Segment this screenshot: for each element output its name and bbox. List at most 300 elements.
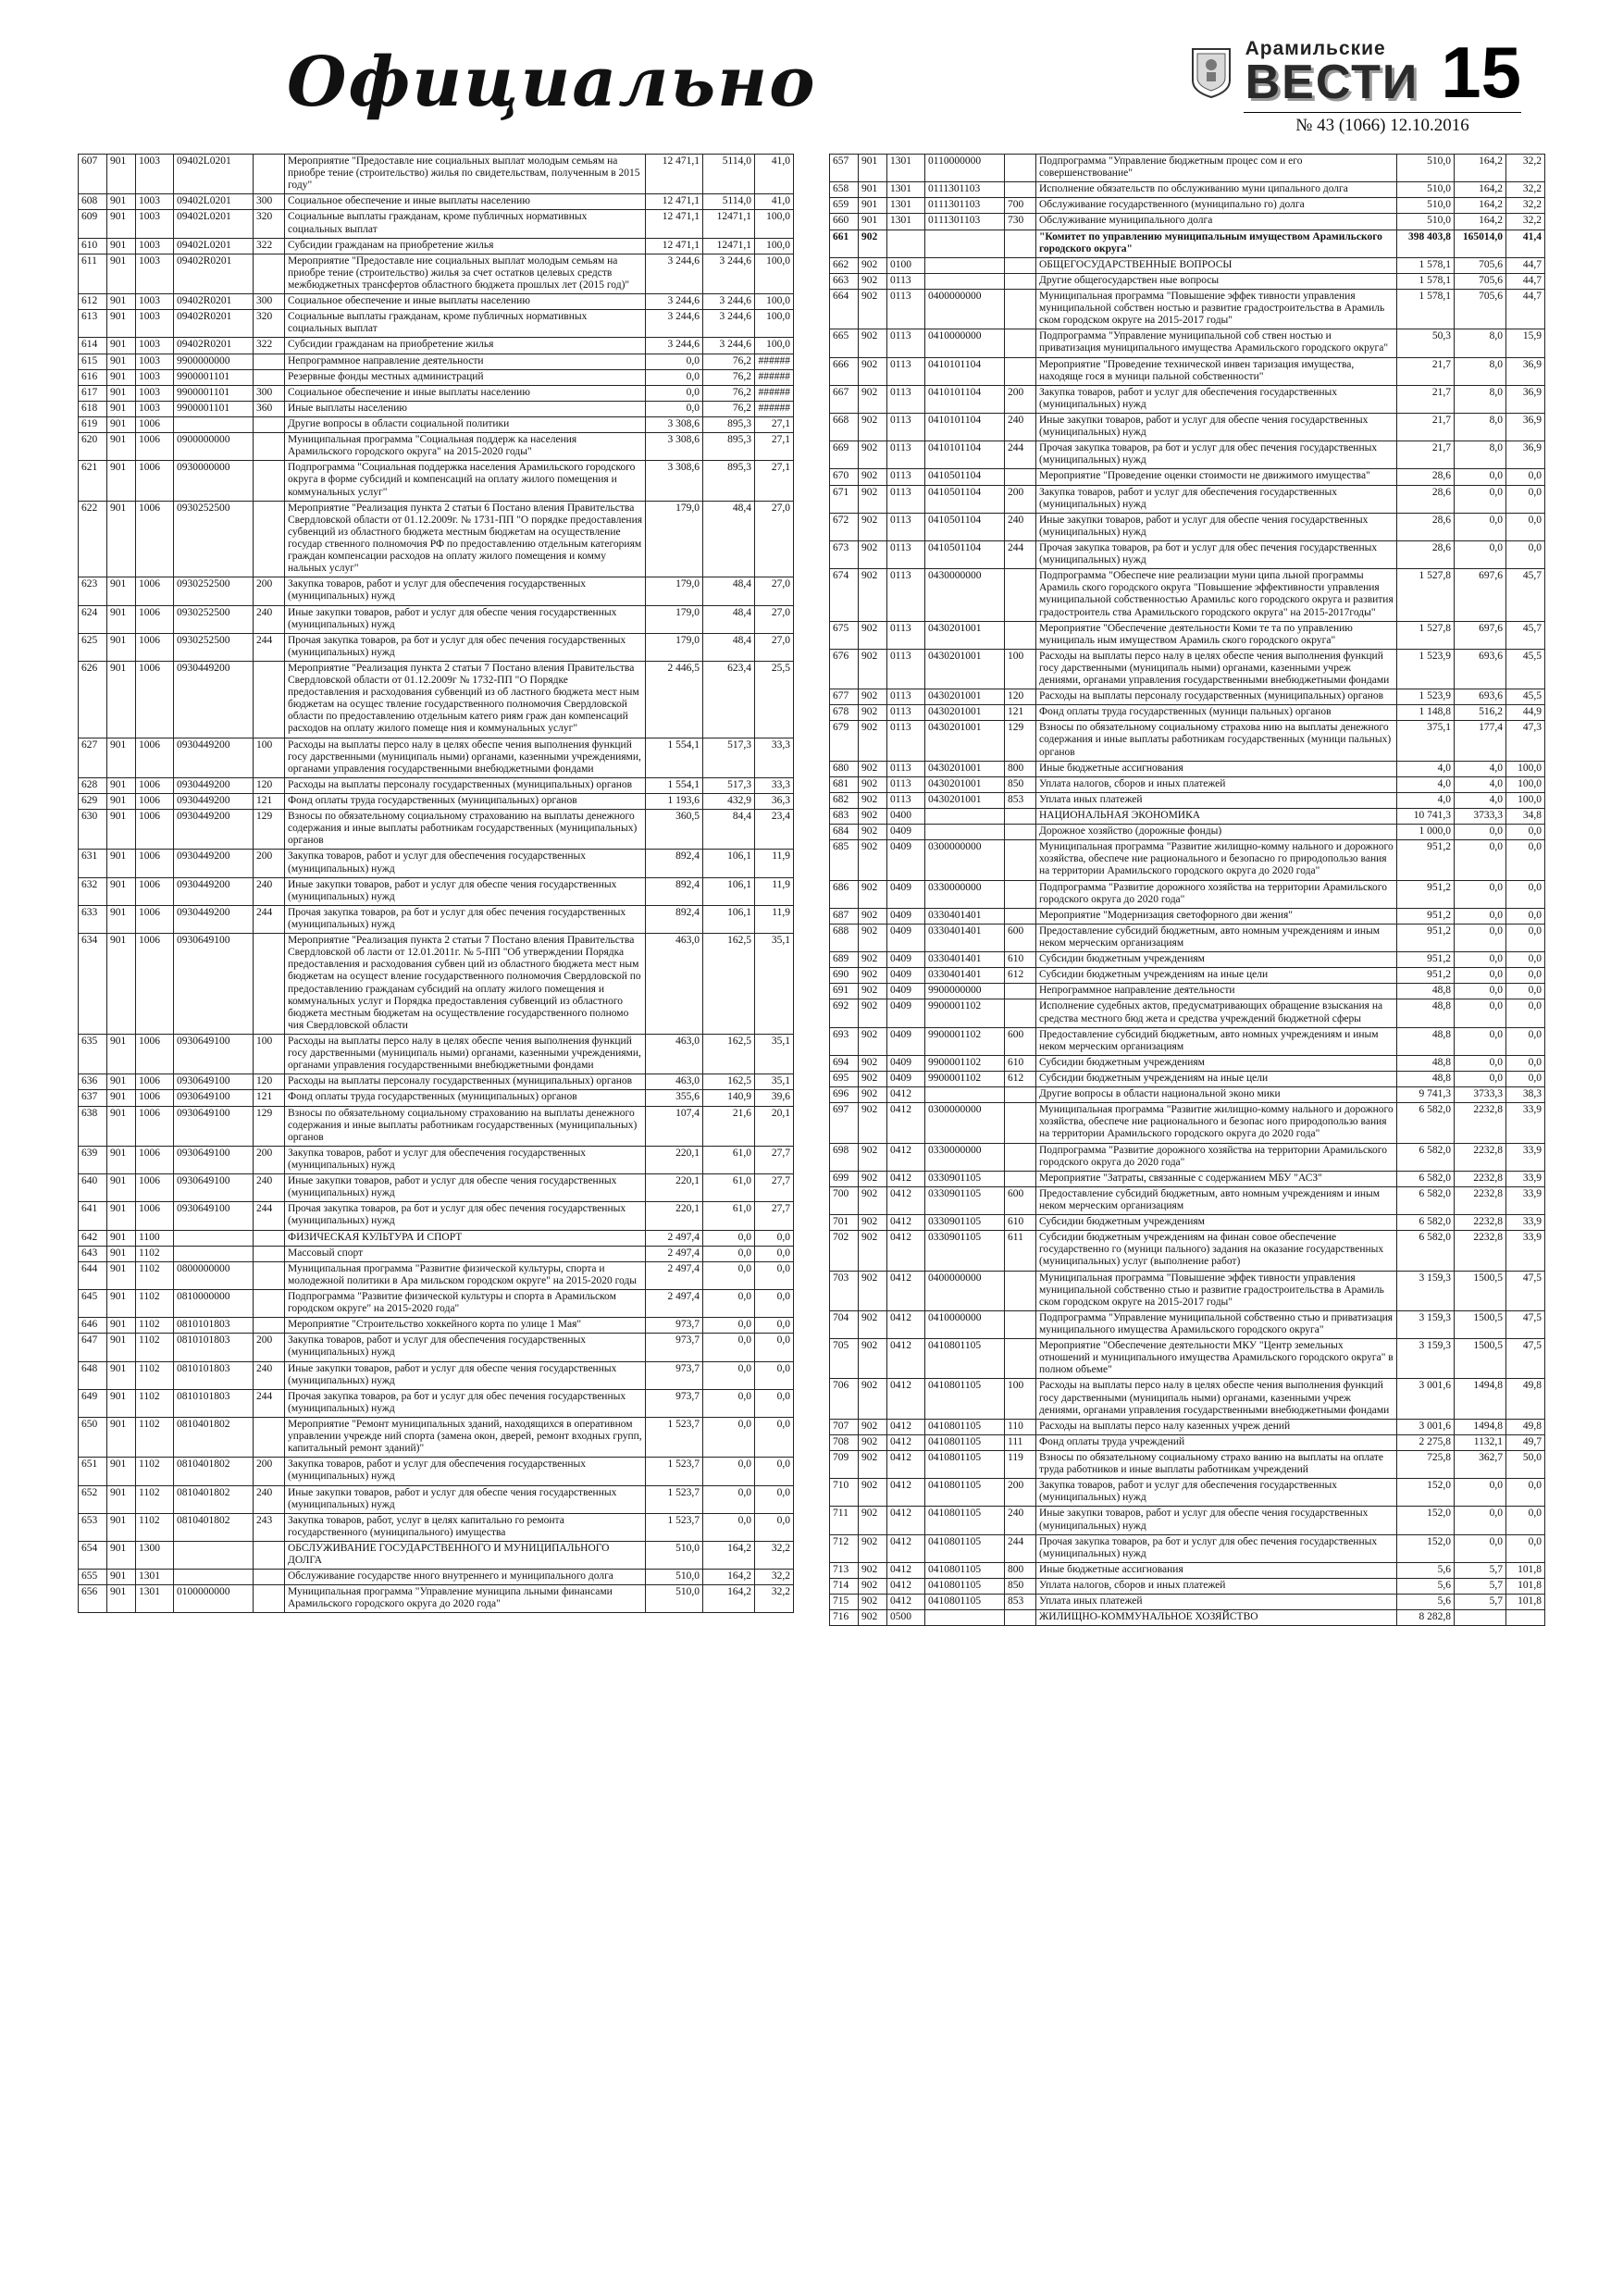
cell-name: Обслуживание государственного (муниципально го) долга bbox=[1036, 198, 1397, 214]
cell-target-article: 0110000000 bbox=[925, 155, 1005, 182]
cell-section-code: 1102 bbox=[136, 1334, 174, 1361]
cell-grbs-code: 902 bbox=[859, 999, 887, 1027]
cell-plan-value: 0,0 bbox=[646, 401, 703, 416]
cell-row-number: 662 bbox=[830, 257, 859, 273]
cell-row-number: 625 bbox=[79, 633, 107, 661]
cell-expense-type bbox=[254, 416, 285, 432]
cell-percent-value: 45,7 bbox=[1506, 621, 1545, 649]
cell-row-number: 644 bbox=[79, 1261, 107, 1289]
cell-row-number: 642 bbox=[79, 1230, 107, 1246]
table-row bbox=[830, 776, 1545, 792]
cell-name: Закупка товаров, работ и услуг для обеспечения государственных (муниципальных) нужд bbox=[285, 1146, 646, 1173]
cell-percent-value: 45,7 bbox=[1506, 569, 1545, 621]
cell-section-code: 1006 bbox=[136, 1174, 174, 1202]
cell-target-article bbox=[925, 809, 1005, 825]
cell-grbs-code: 901 bbox=[107, 1035, 136, 1074]
table-row bbox=[830, 257, 1545, 273]
cell-section-code: 1006 bbox=[136, 738, 174, 777]
cell-fact-value: 362,7 bbox=[1455, 1450, 1506, 1478]
cell-name: Прочая закупка товаров, ра бот и услуг для обес печения государственных (муниципальных) нужд bbox=[1036, 1534, 1397, 1562]
cell-expense-type: 611 bbox=[1005, 1231, 1036, 1271]
cell-section-code: 1301 bbox=[136, 1570, 174, 1585]
cell-percent-value: 100,0 bbox=[755, 294, 794, 310]
cell-percent-value: 100,0 bbox=[1506, 792, 1545, 808]
cell-target-article: 0930649100 bbox=[174, 1035, 254, 1074]
cell-percent-value: 33,3 bbox=[755, 777, 794, 793]
cell-row-number: 697 bbox=[830, 1103, 859, 1143]
cell-name: Уплата налогов, сборов и иных платежей bbox=[1036, 1578, 1397, 1594]
cell-row-number: 707 bbox=[830, 1419, 859, 1434]
cell-expense-type bbox=[1005, 1310, 1036, 1338]
cell-target-article: 0930252500 bbox=[174, 501, 254, 577]
cell-row-number: 666 bbox=[830, 357, 859, 385]
cell-fact-value: 8,0 bbox=[1455, 357, 1506, 385]
cell-section-code: 1003 bbox=[136, 238, 174, 254]
cell-target-article: 0930649100 bbox=[174, 934, 254, 1035]
cell-fact-value: 76,2 bbox=[703, 401, 755, 416]
cell-name: ФИЗИЧЕСКАЯ КУЛЬТУРА И СПОРТ bbox=[285, 1230, 646, 1246]
cell-plan-value: 10 741,3 bbox=[1397, 809, 1455, 825]
table-row bbox=[830, 1215, 1545, 1231]
cell-target-article: 0330901105 bbox=[925, 1171, 1005, 1186]
cell-fact-value: 8,0 bbox=[1455, 441, 1506, 469]
cell-section-code: 0412 bbox=[887, 1534, 925, 1562]
cell-name: Подпрограмма "Развитие физической культуры и спорта в Арамильском городском округе" на 2015-2020 года" bbox=[285, 1289, 646, 1317]
cell-section-code: 1006 bbox=[136, 777, 174, 793]
cell-target-article: 09402R0201 bbox=[174, 338, 254, 354]
table-row bbox=[830, 809, 1545, 825]
cell-row-number: 631 bbox=[79, 850, 107, 877]
table-row bbox=[79, 369, 794, 385]
table-row bbox=[79, 905, 794, 933]
cell-row-number: 660 bbox=[830, 214, 859, 230]
table-row bbox=[830, 1379, 1545, 1419]
cell-section-code: 0113 bbox=[887, 621, 925, 649]
cell-section-code: 1102 bbox=[136, 1318, 174, 1334]
cell-expense-type: 240 bbox=[254, 1361, 285, 1389]
table-row bbox=[830, 721, 1545, 761]
cell-name: Муниципальная программа "Развитие физической культуры, спорта и молодежной политики в Ара мильском городском округе" на 2015-2020 годы bbox=[285, 1261, 646, 1289]
cell-section-code: 0113 bbox=[887, 441, 925, 469]
cell-percent-value: 44,7 bbox=[1506, 273, 1545, 289]
cell-grbs-code: 901 bbox=[107, 1261, 136, 1289]
cell-name: Закупка товаров, работ и услуг для обеспечения государственных (муниципальных) нужд bbox=[1036, 1479, 1397, 1507]
cell-row-number: 672 bbox=[830, 513, 859, 540]
cell-fact-value: 162,5 bbox=[703, 934, 755, 1035]
cell-plan-value: 28,6 bbox=[1397, 513, 1455, 540]
cell-plan-value: 1 527,8 bbox=[1397, 569, 1455, 621]
cell-expense-type: 244 bbox=[1005, 540, 1036, 568]
cell-fact-value: 0,0 bbox=[1455, 1027, 1506, 1055]
table-row bbox=[79, 1174, 794, 1202]
cell-fact-value: 48,4 bbox=[703, 633, 755, 661]
cell-row-number: 638 bbox=[79, 1106, 107, 1146]
cell-target-article: 9900001102 bbox=[925, 1027, 1005, 1055]
cell-name: Прочая закупка товаров, ра бот и услуг для обес печения государственных (муниципальных) нужд bbox=[285, 1202, 646, 1230]
table-row bbox=[79, 1570, 794, 1585]
cell-plan-value: 12 471,1 bbox=[646, 194, 703, 210]
table-row bbox=[830, 1027, 1545, 1055]
page-title: Официально bbox=[287, 43, 817, 122]
cell-percent-value: 0,0 bbox=[1506, 984, 1545, 999]
cell-row-number: 709 bbox=[830, 1450, 859, 1478]
cell-name: Муниципальная программа "Повышение эффек тивности управления муниципальной собственно стью и развитие градостроительства в Арамиль ском городском округе на 2015-2017 годы" bbox=[1036, 1271, 1397, 1310]
cell-expense-type: 360 bbox=[254, 401, 285, 416]
cell-fact-value: 4,0 bbox=[1455, 776, 1506, 792]
cell-grbs-code: 902 bbox=[859, 1450, 887, 1478]
cell-target-article: 0930000000 bbox=[174, 461, 254, 501]
cell-expense-type: 240 bbox=[1005, 1507, 1036, 1534]
table-row bbox=[830, 513, 1545, 540]
cell-row-number: 643 bbox=[79, 1246, 107, 1261]
cell-fact-value: 623,4 bbox=[703, 661, 755, 738]
cell-fact-value: 895,3 bbox=[703, 416, 755, 432]
cell-fact-value: 164,2 bbox=[1455, 198, 1506, 214]
cell-expense-type bbox=[1005, 840, 1036, 880]
cell-plan-value: 951,2 bbox=[1397, 968, 1455, 984]
cell-name: Закупка товаров, работ и услуг для обеспечения государственных (муниципальных) нужд bbox=[285, 1458, 646, 1485]
cell-target-article: 0410801105 bbox=[925, 1534, 1005, 1562]
cell-grbs-code: 902 bbox=[859, 441, 887, 469]
cell-name: Иные закупки товаров, работ и услуг для обеспе чения государственных (муниципальных) нужд bbox=[1036, 413, 1397, 441]
cell-section-code: 0412 bbox=[887, 1507, 925, 1534]
cell-section-code: 0113 bbox=[887, 513, 925, 540]
cell-grbs-code: 901 bbox=[107, 1246, 136, 1261]
cell-section-code: 1301 bbox=[887, 155, 925, 182]
cell-target-article: 09402L0201 bbox=[174, 155, 254, 194]
cell-expense-type: 200 bbox=[254, 1458, 285, 1485]
cell-name: Иные бюджетные ассигнования bbox=[1036, 761, 1397, 776]
cell-target-article: 0430201001 bbox=[925, 721, 1005, 761]
cell-section-code: 0113 bbox=[887, 289, 925, 329]
cell-plan-value: 28,6 bbox=[1397, 540, 1455, 568]
cell-name: Подпрограмма "Развитие дорожного хозяйства на территории Арамильского городского округа до 2020 года" bbox=[1036, 880, 1397, 908]
table-row bbox=[830, 908, 1545, 924]
cell-row-number: 620 bbox=[79, 433, 107, 461]
cell-grbs-code: 902 bbox=[859, 908, 887, 924]
cell-fact-value: 2232,8 bbox=[1455, 1231, 1506, 1271]
cell-section-code: 1003 bbox=[136, 338, 174, 354]
cell-target-article bbox=[174, 1230, 254, 1246]
cell-percent-value: 36,9 bbox=[1506, 385, 1545, 413]
cell-grbs-code: 901 bbox=[107, 1585, 136, 1613]
cell-grbs-code: 902 bbox=[859, 329, 887, 357]
cell-percent-value: 25,5 bbox=[755, 661, 794, 738]
table-row bbox=[830, 1339, 1545, 1379]
cell-fact-value: 0,0 bbox=[1455, 952, 1506, 968]
cell-expense-type bbox=[1005, 329, 1036, 357]
cell-section-code: 1006 bbox=[136, 605, 174, 633]
cell-row-number: 670 bbox=[830, 469, 859, 485]
cell-expense-type bbox=[1005, 289, 1036, 329]
cell-fact-value bbox=[1455, 1610, 1506, 1626]
cell-name: Мероприятие "Реализация пункта 2 статьи 7 Постано вления Правительства Свердловской об ласти от 12.01.2011г. № 5-ПП "Об утверждении Порядка предоставления и расходования субвен ций из областного бюджета мест ным бюджетам на осущест вление государственного полномочия Свердловской по предоставлению гражданам субсидий на оплату жилого помещения и коммунальных услуг и Порядка предоставления субвенций из областного бюджета местным бюджетам на осуществление государственного полномо чия Свердловской области bbox=[285, 934, 646, 1035]
cell-target-article bbox=[174, 1541, 254, 1569]
right-column bbox=[829, 154, 1545, 1626]
cell-target-article: 0100000000 bbox=[174, 1585, 254, 1613]
cell-expense-type: 700 bbox=[1005, 198, 1036, 214]
cell-percent-value: 33,9 bbox=[1506, 1171, 1545, 1186]
cell-name: Уплата иных платежей bbox=[1036, 792, 1397, 808]
cell-fact-value: 76,2 bbox=[703, 354, 755, 369]
cell-target-article: 0930252500 bbox=[174, 633, 254, 661]
cell-row-number: 608 bbox=[79, 194, 107, 210]
cell-section-code: 0412 bbox=[887, 1143, 925, 1171]
table-row bbox=[79, 294, 794, 310]
cell-plan-value: 6 582,0 bbox=[1397, 1215, 1455, 1231]
cell-row-number: 667 bbox=[830, 385, 859, 413]
cell-plan-value: 21,7 bbox=[1397, 385, 1455, 413]
cell-name: Массовый спорт bbox=[285, 1246, 646, 1261]
cell-name: Субсидии бюджетным учреждениям bbox=[1036, 952, 1397, 968]
table-row bbox=[79, 1541, 794, 1569]
cell-plan-value: 973,7 bbox=[646, 1361, 703, 1389]
cell-percent-value: 0,0 bbox=[1506, 924, 1545, 951]
cell-fact-value: 164,2 bbox=[1455, 155, 1506, 182]
cell-target-article: 0410801105 bbox=[925, 1450, 1005, 1478]
cell-expense-type: 200 bbox=[254, 1146, 285, 1173]
cell-target-article bbox=[925, 1087, 1005, 1103]
cell-percent-value: 32,2 bbox=[1506, 155, 1545, 182]
table-row bbox=[79, 1106, 794, 1146]
cell-target-article: 0410801105 bbox=[925, 1595, 1005, 1610]
cell-row-number: 691 bbox=[830, 984, 859, 999]
cell-percent-value: 27,1 bbox=[755, 416, 794, 432]
cell-fact-value: 0,0 bbox=[703, 1389, 755, 1417]
cell-expense-type bbox=[254, 661, 285, 738]
cell-fact-value: 0,0 bbox=[703, 1289, 755, 1317]
cell-grbs-code: 901 bbox=[107, 369, 136, 385]
cell-expense-type bbox=[1005, 621, 1036, 649]
cell-fact-value: 0,0 bbox=[1455, 968, 1506, 984]
cell-plan-value: 510,0 bbox=[646, 1570, 703, 1585]
table-row bbox=[79, 605, 794, 633]
cell-grbs-code: 901 bbox=[859, 182, 887, 198]
cell-name: Фонд оплаты труда государственных (муниципальных) органов bbox=[285, 1090, 646, 1106]
cell-section-code: 1102 bbox=[136, 1261, 174, 1289]
cell-fact-value: 2232,8 bbox=[1455, 1186, 1506, 1214]
cell-row-number: 645 bbox=[79, 1289, 107, 1317]
cell-fact-value: 2232,8 bbox=[1455, 1103, 1506, 1143]
cell-percent-value: 0,0 bbox=[1506, 513, 1545, 540]
cell-target-article: 09402R0201 bbox=[174, 310, 254, 338]
cell-fact-value: 697,6 bbox=[1455, 621, 1506, 649]
cell-expense-type: 600 bbox=[1005, 1027, 1036, 1055]
cell-section-code: 0113 bbox=[887, 485, 925, 513]
cell-fact-value: 61,0 bbox=[703, 1146, 755, 1173]
coat-of-arms-icon bbox=[1190, 46, 1233, 100]
cell-target-article: 0930449200 bbox=[174, 810, 254, 850]
cell-section-code bbox=[887, 230, 925, 257]
cell-section-code: 0113 bbox=[887, 329, 925, 357]
cell-section-code: 0409 bbox=[887, 968, 925, 984]
cell-fact-value: 1500,5 bbox=[1455, 1271, 1506, 1310]
cell-expense-type: 300 bbox=[254, 194, 285, 210]
table-row bbox=[830, 1595, 1545, 1610]
cell-section-code: 1102 bbox=[136, 1417, 174, 1457]
cell-percent-value: 32,2 bbox=[1506, 182, 1545, 198]
cell-row-number: 628 bbox=[79, 777, 107, 793]
cell-name: Социальное обеспечение и иные выплаты населению bbox=[285, 194, 646, 210]
cell-section-code: 1006 bbox=[136, 433, 174, 461]
cell-name: Иные закупки товаров, работ и услуг для обеспе чения государственных (муниципальных) нужд bbox=[285, 1174, 646, 1202]
cell-grbs-code: 901 bbox=[107, 633, 136, 661]
cell-plan-value: 951,2 bbox=[1397, 840, 1455, 880]
cell-row-number: 706 bbox=[830, 1379, 859, 1419]
cell-target-article: 9900001102 bbox=[925, 1072, 1005, 1087]
cell-section-code: 1003 bbox=[136, 210, 174, 238]
cell-fact-value: 0,0 bbox=[703, 1230, 755, 1246]
cell-grbs-code: 901 bbox=[107, 1513, 136, 1541]
table-row bbox=[79, 433, 794, 461]
cell-section-code: 0409 bbox=[887, 908, 925, 924]
cell-expense-type: 121 bbox=[1005, 705, 1036, 721]
cell-target-article: 0400000000 bbox=[925, 1271, 1005, 1310]
cell-percent-value: 11,9 bbox=[755, 877, 794, 905]
cell-fact-value: 140,9 bbox=[703, 1090, 755, 1106]
cell-fact-value: 0,0 bbox=[703, 1417, 755, 1457]
cell-plan-value: 360,5 bbox=[646, 810, 703, 850]
cell-fact-value: 705,6 bbox=[1455, 257, 1506, 273]
cell-plan-value: 5,6 bbox=[1397, 1578, 1455, 1594]
cell-grbs-code: 902 bbox=[859, 413, 887, 441]
cell-target-article: 0930449200 bbox=[174, 877, 254, 905]
cell-target-article: 0430201001 bbox=[925, 689, 1005, 705]
cell-grbs-code: 901 bbox=[859, 214, 887, 230]
cell-percent-value: 35,1 bbox=[755, 1074, 794, 1090]
cell-grbs-code: 901 bbox=[107, 1106, 136, 1146]
cell-fact-value: 517,3 bbox=[703, 777, 755, 793]
cell-target-article bbox=[925, 825, 1005, 840]
cell-row-number: 716 bbox=[830, 1610, 859, 1626]
cell-target-article: 0410501104 bbox=[925, 469, 1005, 485]
cell-fact-value: 0,0 bbox=[703, 1513, 755, 1541]
cell-plan-value: 0,0 bbox=[646, 369, 703, 385]
cell-row-number: 659 bbox=[830, 198, 859, 214]
cell-expense-type: 100 bbox=[1005, 649, 1036, 689]
cell-target-article: 0930649100 bbox=[174, 1090, 254, 1106]
table-row bbox=[79, 850, 794, 877]
table-row bbox=[79, 1090, 794, 1106]
cell-name: Субсидии бюджетным учреждениям bbox=[1036, 1215, 1397, 1231]
cell-plan-value: 179,0 bbox=[646, 577, 703, 605]
cell-target-article: 0330901105 bbox=[925, 1231, 1005, 1271]
cell-target-article: 0930649100 bbox=[174, 1146, 254, 1173]
cell-target-article: 0930649100 bbox=[174, 1174, 254, 1202]
cell-name: Мероприятие "Затраты, связанные с содержанием МБУ "АСЗ" bbox=[1036, 1171, 1397, 1186]
cell-fact-value: 12471,1 bbox=[703, 238, 755, 254]
cell-fact-value: 5,7 bbox=[1455, 1562, 1506, 1578]
cell-name: Субсидии гражданам на приобретение жилья bbox=[285, 338, 646, 354]
cell-fact-value: 76,2 bbox=[703, 369, 755, 385]
cell-name: Субсидии бюджетным учреждениям на финан совое обеспечение государственно го (муници пального) задания на оказание государственных (муниципальных) услуг (выполнение работ) bbox=[1036, 1231, 1397, 1271]
cell-name: Субсидии бюджетным учреждениям на иные цели bbox=[1036, 968, 1397, 984]
cell-row-number: 622 bbox=[79, 501, 107, 577]
cell-percent-value: 49,7 bbox=[1506, 1434, 1545, 1450]
cell-expense-type: 800 bbox=[1005, 761, 1036, 776]
cell-percent-value: ###### bbox=[755, 369, 794, 385]
cell-name: Прочая закупка товаров, ра бот и услуг для обес печения государственных (муниципальных) нужд bbox=[285, 633, 646, 661]
cell-plan-value: 375,1 bbox=[1397, 721, 1455, 761]
cell-target-article: 0330401401 bbox=[925, 952, 1005, 968]
cell-expense-type: 120 bbox=[1005, 689, 1036, 705]
cell-name: Взносы по обязательному социальному страхованию на выплаты денежного содержания и иные выплаты работникам государственных (муниципальных) органов bbox=[285, 810, 646, 850]
cell-name: Непрограммное направление деятельности bbox=[1036, 984, 1397, 999]
cell-fact-value: 2232,8 bbox=[1455, 1143, 1506, 1171]
cell-percent-value: 0,0 bbox=[755, 1389, 794, 1417]
cell-expense-type: 200 bbox=[254, 1334, 285, 1361]
cell-expense-type bbox=[254, 461, 285, 501]
cell-row-number: 705 bbox=[830, 1339, 859, 1379]
cell-fact-value: 48,4 bbox=[703, 605, 755, 633]
cell-plan-value: 2 497,4 bbox=[646, 1289, 703, 1317]
cell-target-article: 0930649100 bbox=[174, 1202, 254, 1230]
cell-grbs-code: 901 bbox=[107, 810, 136, 850]
cell-name: Обслуживание муниципального долга bbox=[1036, 214, 1397, 230]
cell-percent-value: 41,0 bbox=[755, 194, 794, 210]
cell-name: "Комитет по управлению муниципальным имуществом Арамильского городского округа" bbox=[1036, 230, 1397, 257]
cell-grbs-code: 901 bbox=[107, 934, 136, 1035]
cell-name: Подпрограмма "Социальная поддержка населения Арамильского городского округа в форме субсидий и компенсаций на оплату жилого помещения и коммунальных услуг" bbox=[285, 461, 646, 501]
cell-target-article: 0430201001 bbox=[925, 649, 1005, 689]
cell-name: Фонд оплаты труда учреждений bbox=[1036, 1434, 1397, 1450]
cell-section-code: 1006 bbox=[136, 1202, 174, 1230]
cell-section-code: 1301 bbox=[887, 182, 925, 198]
cell-section-code: 1003 bbox=[136, 369, 174, 385]
cell-expense-type: 110 bbox=[1005, 1419, 1036, 1434]
cell-row-number: 690 bbox=[830, 968, 859, 984]
cell-row-number: 669 bbox=[830, 441, 859, 469]
cell-grbs-code: 902 bbox=[859, 761, 887, 776]
cell-percent-value: 0,0 bbox=[1506, 485, 1545, 513]
cell-expense-type: 120 bbox=[254, 1074, 285, 1090]
cell-plan-value: 3 308,6 bbox=[646, 416, 703, 432]
cell-plan-value: 179,0 bbox=[646, 633, 703, 661]
cell-name: Иные бюджетные ассигнования bbox=[1036, 1562, 1397, 1578]
cell-fact-value: 0,0 bbox=[1455, 999, 1506, 1027]
cell-name: Иные выплаты населению bbox=[285, 401, 646, 416]
table-row bbox=[79, 310, 794, 338]
cell-grbs-code: 901 bbox=[107, 1389, 136, 1417]
cell-section-code: 0409 bbox=[887, 880, 925, 908]
cell-target-article: 0410801105 bbox=[925, 1379, 1005, 1419]
cell-section-code: 1006 bbox=[136, 850, 174, 877]
cell-grbs-code: 902 bbox=[859, 984, 887, 999]
cell-section-code: 1003 bbox=[136, 310, 174, 338]
cell-name: Социальные выплаты гражданам, кроме публичных нормативных социальных выплат bbox=[285, 310, 646, 338]
cell-percent-value: 20,1 bbox=[755, 1106, 794, 1146]
cell-name: Исполнение судебных актов, предусматривающих обращение взыскания на средства местного бюд жета и средства учреждений бюджетной сферы bbox=[1036, 999, 1397, 1027]
cell-name: Закупка товаров, работ и услуг для обеспечения государственных (муниципальных) нужд bbox=[285, 577, 646, 605]
cell-plan-value: 12 471,1 bbox=[646, 210, 703, 238]
table-row bbox=[79, 934, 794, 1035]
table-row bbox=[79, 577, 794, 605]
cell-plan-value: 510,0 bbox=[646, 1541, 703, 1569]
cell-fact-value: 0,0 bbox=[1455, 1534, 1506, 1562]
cell-percent-value: 32,2 bbox=[755, 1541, 794, 1569]
cell-expense-type bbox=[1005, 569, 1036, 621]
cell-name: Исполнение обязательств по обслуживанию муни ципального долга bbox=[1036, 182, 1397, 198]
cell-row-number: 682 bbox=[830, 792, 859, 808]
cell-name: Мероприятие "Ремонт муниципальных зданий, находящихся в оперативном управлении учрежде ний спорта (замена окон, дверей, ремонт входных групп, капитальный ремонт зданий)" bbox=[285, 1417, 646, 1457]
cell-grbs-code: 902 bbox=[859, 230, 887, 257]
cell-expense-type bbox=[254, 1570, 285, 1585]
cell-plan-value: 21,7 bbox=[1397, 357, 1455, 385]
cell-name: Непрограммное направление деятельности bbox=[285, 354, 646, 369]
cell-grbs-code: 902 bbox=[859, 1610, 887, 1626]
cell-expense-type: 119 bbox=[1005, 1450, 1036, 1478]
cell-section-code: 0409 bbox=[887, 840, 925, 880]
